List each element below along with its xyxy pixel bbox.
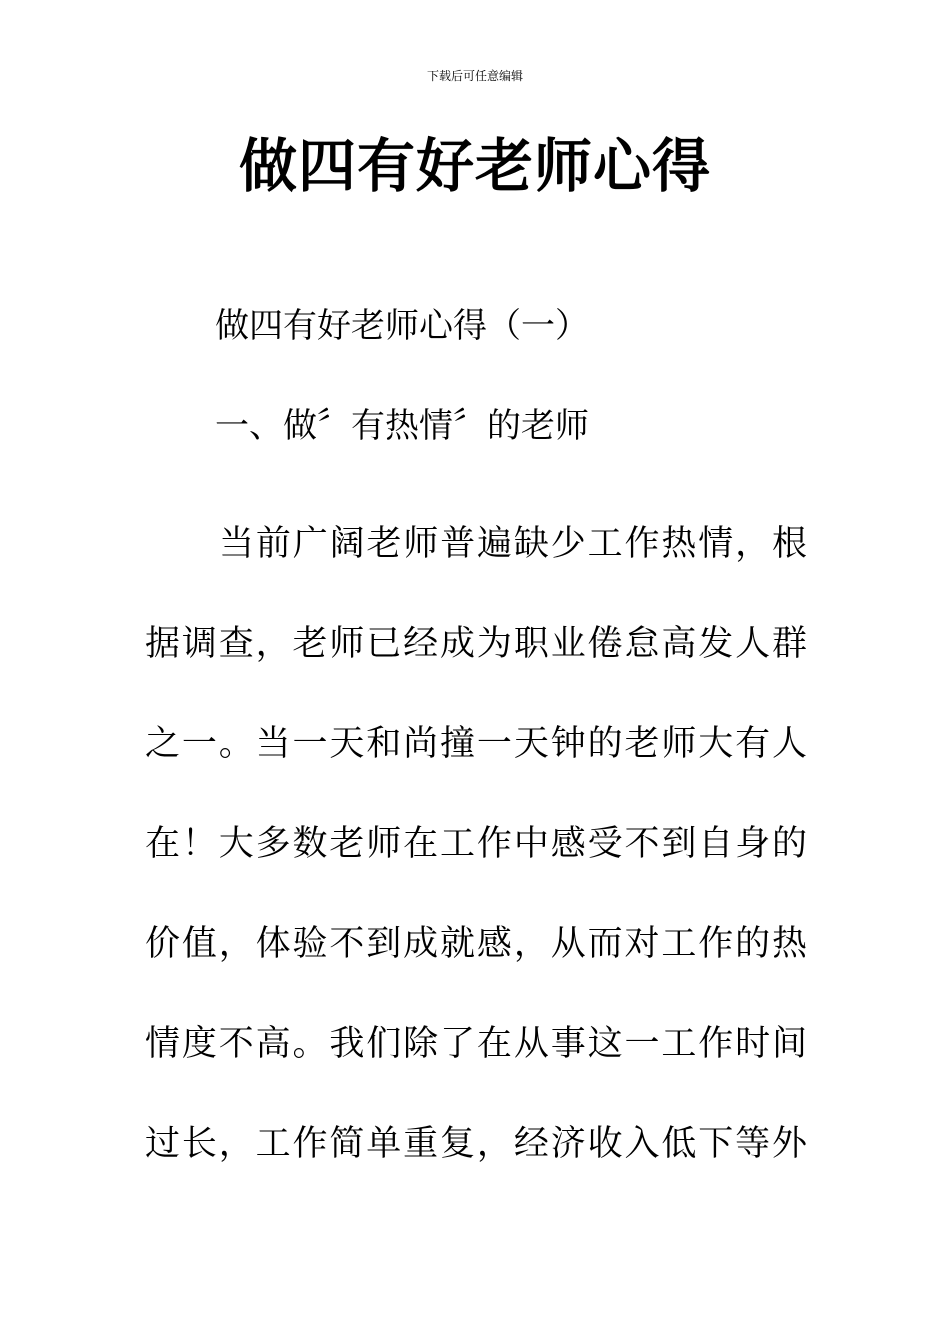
- body-paragraph: [145, 494, 807, 1194]
- subsection-heading: 一、做〞有热情〞的老师: [215, 406, 589, 446]
- body-line: 情度不高。我们除了在从事这一工作时间: [145, 1024, 807, 1064]
- header-note: 下载后可任意编辑: [426, 69, 523, 83]
- body-line: 过长，工作简单重复，经济收入低下等外: [145, 1124, 807, 1164]
- body-line: 之一。当一天和尚撞一天钟的老师大有人: [145, 724, 807, 764]
- body-line: 当前广阔老师普遍缺少工作热情，根: [219, 524, 807, 564]
- section-heading: 做四有好老师心得（一）: [215, 306, 589, 346]
- document-title: 做四有好老师心得: [238, 132, 711, 200]
- body-line: 价值，体验不到成就感，从而对工作的热: [145, 924, 807, 964]
- body-line: 在！大多数老师在工作中感受不到自身的: [145, 824, 807, 864]
- body-line: 据调查，老师已经成为职业倦怠高发人群: [145, 624, 807, 664]
